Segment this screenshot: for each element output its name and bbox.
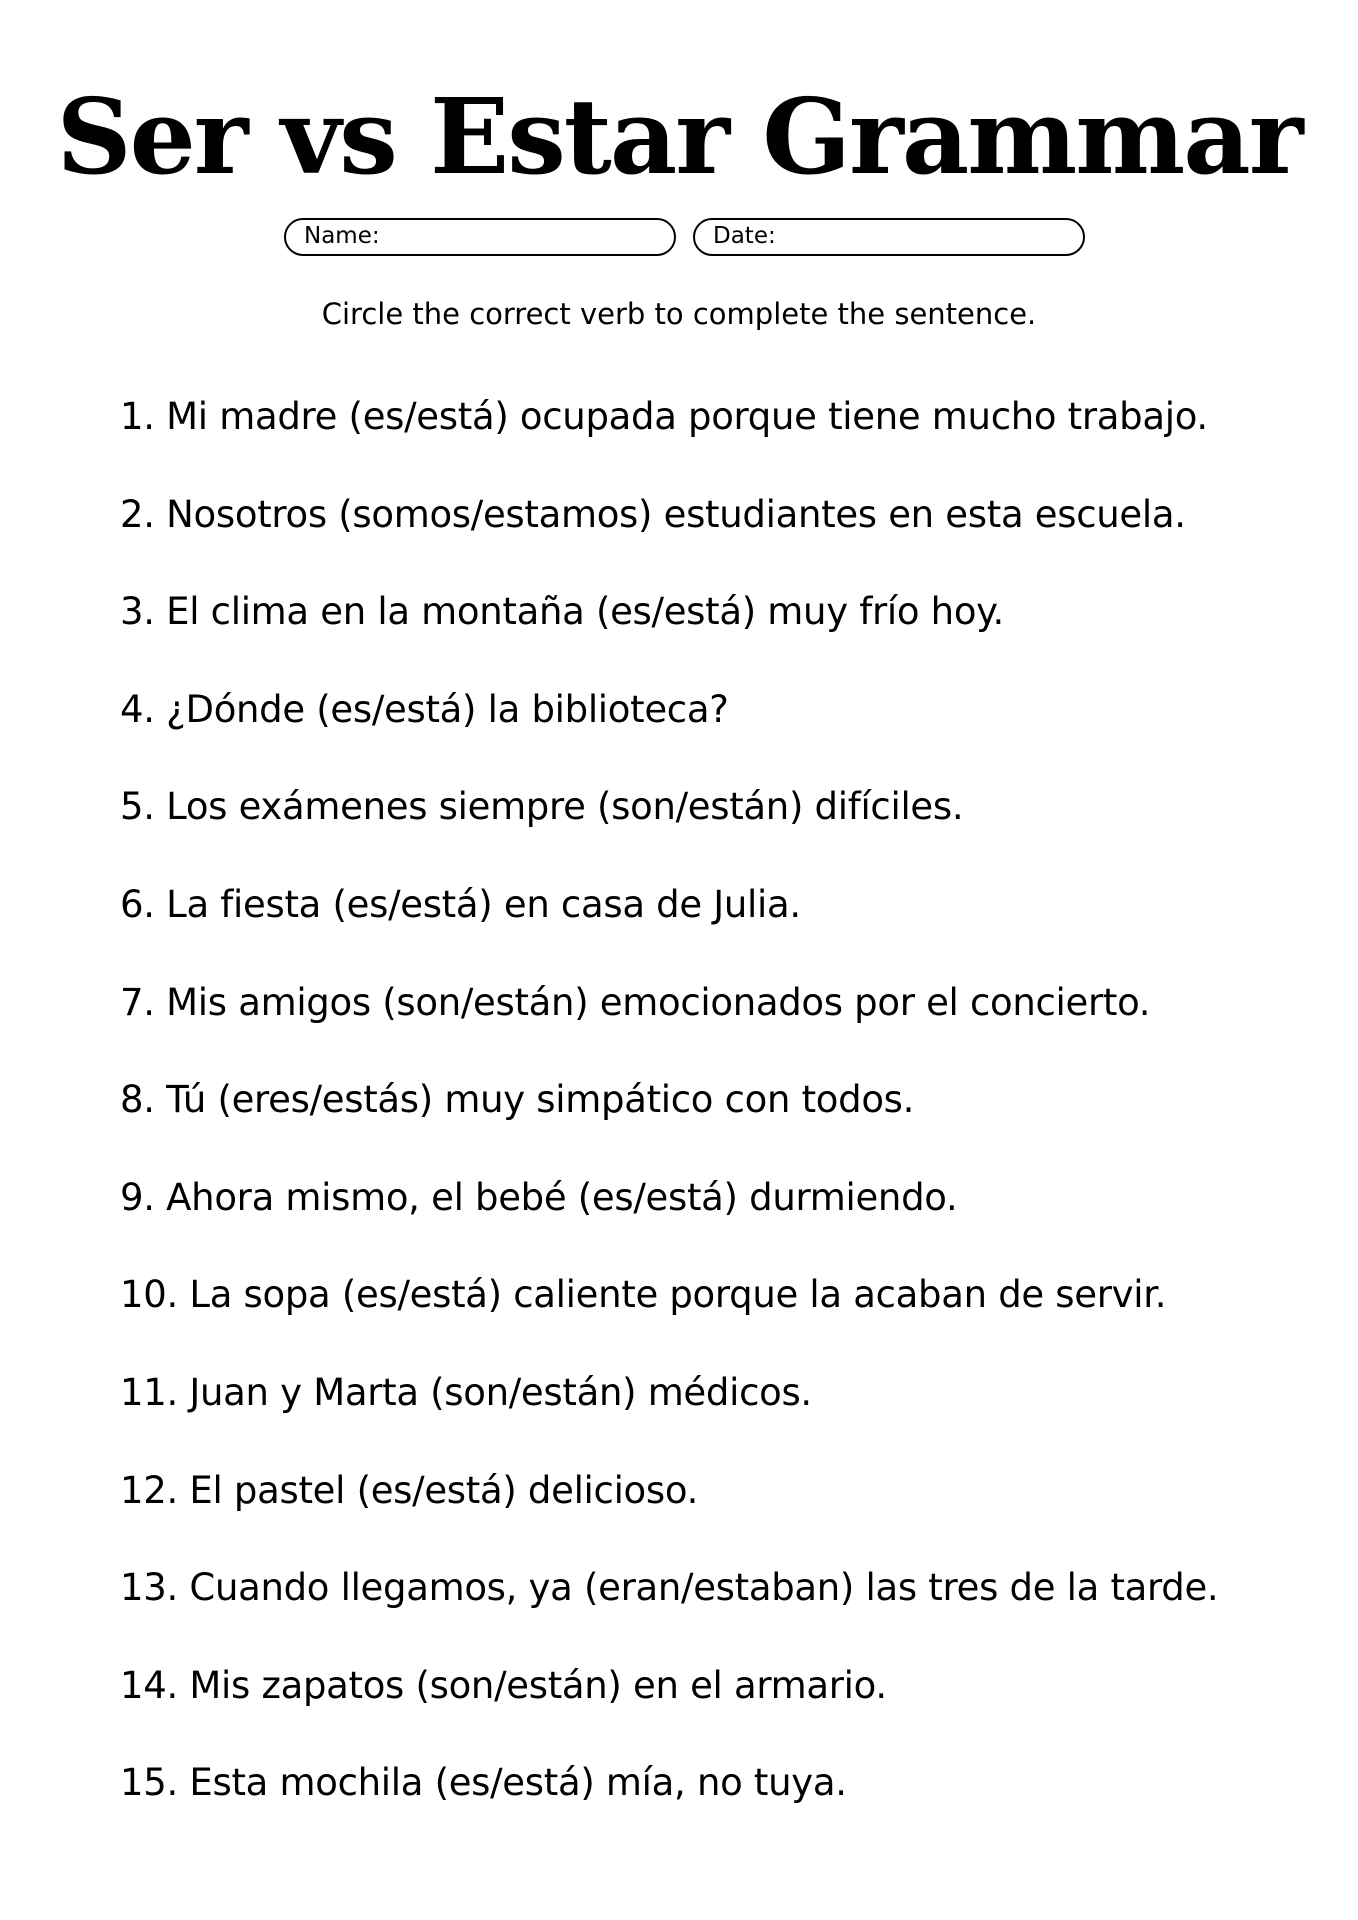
date-field[interactable] bbox=[693, 218, 1085, 256]
question-item: 15. Esta mochila (es/está) mía, no tuya. bbox=[120, 1761, 847, 1805]
question-item: 3. El clima en la montaña (es/está) muy frío hoy. bbox=[120, 590, 1004, 634]
question-item: 10. La sopa (es/está) caliente porque la acaban de servir. bbox=[120, 1273, 1167, 1317]
question-item: 6. La fiesta (es/está) en casa de Julia. bbox=[120, 882, 801, 926]
date-field-label: Date: bbox=[713, 223, 776, 249]
question-item: 9. Ahora mismo, el bebé (es/está) durmiendo. bbox=[120, 1175, 958, 1219]
question-item: 11. Juan y Marta (son/están) médicos. bbox=[120, 1370, 812, 1414]
name-field[interactable] bbox=[284, 218, 676, 256]
question-item: 4. ¿Dónde (es/está) la biblioteca? bbox=[120, 687, 729, 731]
question-item: 12. El pastel (es/está) delicioso. bbox=[120, 1468, 699, 1512]
question-item: 2. Nosotros (somos/estamos) estudiantes en esta escuela. bbox=[120, 492, 1186, 536]
name-field-label: Name: bbox=[304, 223, 380, 249]
question-list bbox=[120, 392, 1280, 1856]
question-item: 14. Mis zapatos (son/están) en el armario. bbox=[120, 1663, 887, 1707]
question-item: 5. Los exámenes siempre (son/están) difíciles. bbox=[120, 785, 964, 829]
question-item: 1. Mi madre (es/está) ocupada porque tiene mucho trabajo. bbox=[120, 395, 1208, 438]
instructions: Circle the correct verb to complete the sentence. bbox=[321, 297, 1037, 331]
worksheet-title: Ser vs Estar Grammar bbox=[56, 75, 1302, 198]
question-item: 8. Tú (eres/estás) muy simpático con todos. bbox=[120, 1078, 915, 1122]
question-item: 13. Cuando llegamos, ya (eran/estaban) las tres de la tarde. bbox=[120, 1566, 1219, 1610]
student-info-fields bbox=[0, 218, 1358, 260]
question-item: 7. Mis amigos (son/están) emocionados por el concierto. bbox=[120, 980, 1151, 1024]
